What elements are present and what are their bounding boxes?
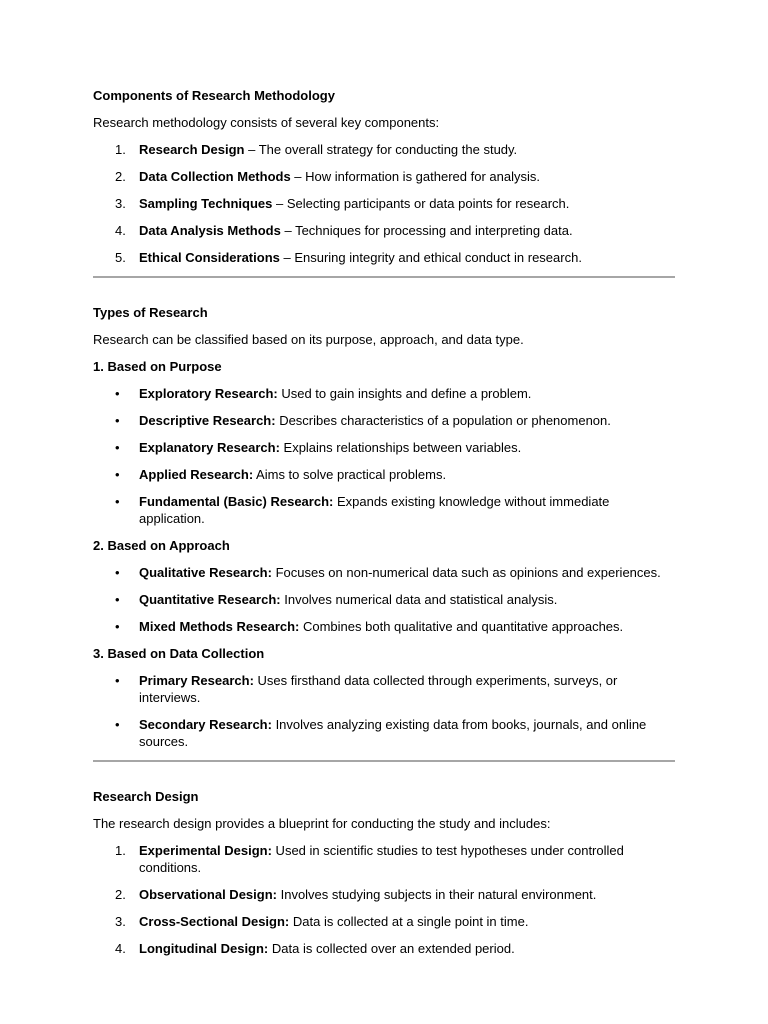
section-types (93, 304, 675, 750)
list-item-term: Fundamental (Basic) Research: (139, 494, 334, 509)
list-item-desc: – How information is gathered for analysis. (290, 169, 540, 184)
list-item-desc: – The overall strategy for conducting the study. (244, 142, 518, 157)
section-intro: Research methodology consists of several key components: (93, 115, 440, 130)
section-intro: The research design provides a blueprint for conducting the study and includes: (93, 816, 551, 831)
bullet-icon: • (115, 494, 120, 509)
subsection-heading: 1. Based on Purpose (93, 359, 222, 374)
bullet-icon: • (115, 717, 120, 732)
bullet-icon: • (115, 467, 120, 482)
list-item-desc: Involves studying subjects in their natural environment. (276, 887, 597, 902)
list-item-desc: Explains relationships between variables. (279, 440, 522, 455)
list-item (93, 913, 675, 930)
list-item-desc: Involves numerical data and statistical analysis. (280, 592, 558, 607)
numbered-list (93, 141, 675, 266)
list-item-term: Quantitative Research: (139, 592, 281, 607)
list-item (93, 412, 675, 429)
section-title: Types of Research (93, 305, 208, 320)
list-number: 5. (115, 250, 126, 265)
list-item (93, 249, 675, 266)
list-item-desc: – Techniques for processing and interpreting data. (280, 223, 573, 238)
bullet-list (93, 672, 675, 750)
list-item-term: Applied Research: (139, 467, 254, 482)
list-item (93, 168, 675, 185)
list-item (93, 466, 675, 483)
list-item-desc: Describes characteristics of a population or phenomenon. (275, 413, 611, 428)
document-body (93, 87, 675, 967)
bullet-icon: • (115, 413, 120, 428)
list-item-desc: Expands existing knowledge without immediate application. (139, 494, 610, 526)
list-item (93, 940, 675, 957)
horizontal-divider (93, 276, 675, 278)
list-item-term: Qualitative Research: (139, 565, 272, 580)
section-intro: Research can be classified based on its purpose, approach, and data type. (93, 332, 524, 347)
list-number: 4. (115, 223, 126, 238)
list-item-desc: Data is collected over an extended period. (268, 941, 515, 956)
list-item (93, 385, 675, 402)
bullet-list (93, 385, 675, 527)
list-item-desc: – Ensuring integrity and ethical conduct in research. (279, 250, 582, 265)
list-item-term: Research Design (139, 142, 245, 157)
list-item-term: Longitudinal Design: (139, 941, 269, 956)
subsection-heading: 3. Based on Data Collection (93, 646, 265, 661)
list-item-term: Descriptive Research: (139, 413, 276, 428)
list-item (93, 195, 675, 212)
list-item-term: Cross-Sectional Design: (139, 914, 290, 929)
list-item-desc: Combines both qualitative and quantitative approaches. (299, 619, 624, 634)
list-number: 2. (115, 169, 126, 184)
list-item-desc: Data is collected at a single point in time. (289, 914, 529, 929)
bullet-icon: • (115, 386, 120, 401)
list-item (93, 493, 675, 527)
section-title: Research Design (93, 789, 199, 804)
list-item (93, 439, 675, 456)
bullet-icon: • (115, 673, 120, 688)
list-item (93, 716, 675, 750)
list-item (93, 141, 675, 158)
list-item (93, 842, 675, 876)
list-item (93, 564, 675, 581)
bullet-icon: • (115, 440, 120, 455)
bullet-icon: • (115, 565, 120, 580)
subsection-heading: 2. Based on Approach (93, 538, 230, 553)
bullet-list (93, 564, 675, 635)
numbered-list (93, 842, 675, 957)
list-item (93, 886, 675, 903)
section-components (93, 87, 675, 266)
section-title: Components of Research Methodology (93, 88, 335, 103)
list-item-desc: Involves analyzing existing data from books, journals, and online sources. (139, 717, 647, 749)
list-number: 2. (115, 887, 126, 902)
list-item-term: Explanatory Research: (139, 440, 280, 455)
list-item-term: Data Analysis Methods (139, 223, 281, 238)
list-item-term: Ethical Considerations (139, 250, 280, 265)
list-item-term: Primary Research: (139, 673, 254, 688)
list-item-term: Observational Design: (139, 887, 277, 902)
list-number: 3. (115, 914, 126, 929)
list-number: 4. (115, 941, 126, 956)
list-item-desc: Used to gain insights and define a problem. (277, 386, 532, 401)
list-number: 3. (115, 196, 126, 211)
list-item (93, 672, 675, 706)
list-number: 1. (115, 843, 126, 858)
list-item-desc: Focuses on non-numerical data such as opinions and experiences. (271, 565, 661, 580)
list-number: 1. (115, 142, 126, 157)
list-item-desc: Used in scientific studies to test hypotheses under controlled conditions. (139, 843, 624, 875)
bullet-icon: • (115, 592, 120, 607)
list-item-desc: Aims to solve practical problems. (253, 467, 447, 482)
horizontal-divider (93, 760, 675, 762)
list-item-desc: – Selecting participants or data points for research. (272, 196, 570, 211)
list-item-term: Exploratory Research: (139, 386, 278, 401)
list-item-term: Mixed Methods Research: (139, 619, 300, 634)
list-item (93, 591, 675, 608)
list-item-term: Secondary Research: (139, 717, 272, 732)
list-item-term: Data Collection Methods (139, 169, 291, 184)
list-item (93, 618, 675, 635)
list-item-term: Sampling Techniques (139, 196, 273, 211)
section-research-design (93, 788, 675, 957)
list-item (93, 222, 675, 239)
list-item-desc: Uses firsthand data collected through experiments, surveys, or interviews. (139, 673, 618, 705)
list-item-term: Experimental Design: (139, 843, 272, 858)
bullet-icon: • (115, 619, 120, 634)
